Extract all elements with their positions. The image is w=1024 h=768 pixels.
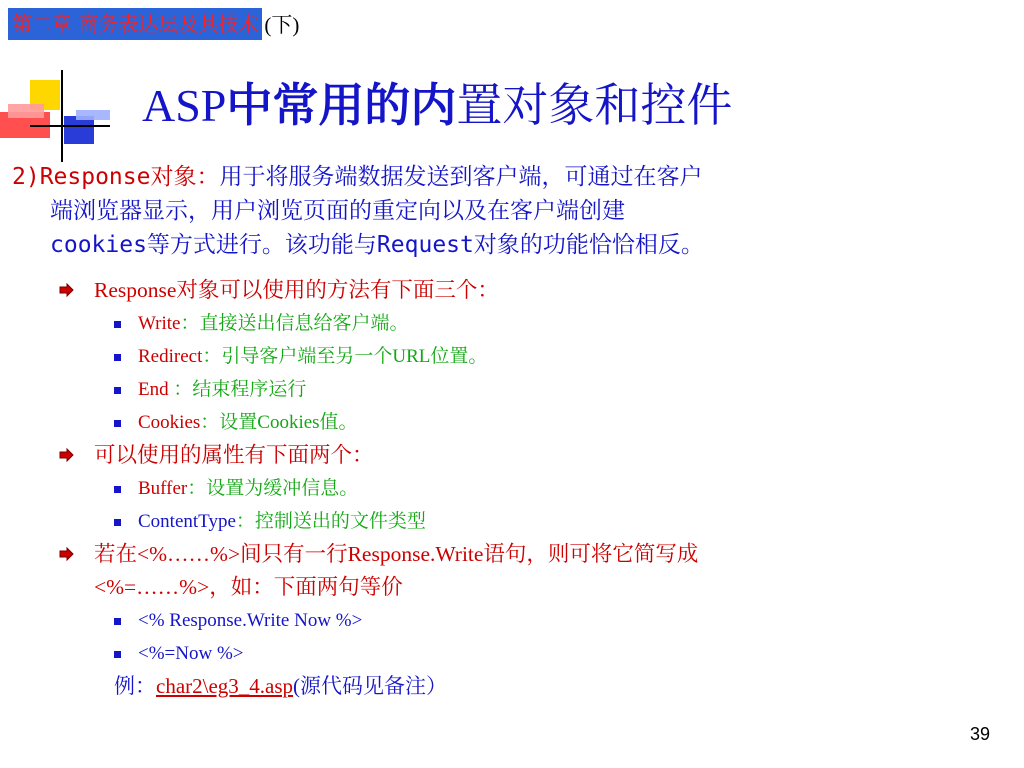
square-bullet-icon — [114, 618, 121, 625]
list-item — [0, 505, 1000, 538]
list-item — [0, 373, 1000, 406]
code-sample: <%=Now %> — [138, 643, 244, 664]
properties-heading: 可以使用的属性有下面两个： — [94, 443, 374, 467]
decorative-logo-icon — [0, 70, 110, 170]
property-name: ContentType — [138, 511, 236, 532]
list-item — [0, 340, 1000, 373]
square-bullet-icon — [114, 519, 121, 526]
shorthand-line-1: 若在<%……%>间只有一行Response.Write语句，则可将它简写成 — [94, 542, 699, 566]
title-prefix: ASP — [142, 80, 227, 131]
list-item — [0, 307, 1000, 340]
method-desc: ：设置Cookies值。 — [200, 412, 358, 433]
list-item — [0, 604, 1000, 637]
methods-heading-item — [0, 274, 1000, 307]
example-line — [0, 670, 1000, 703]
example-label: 例： — [114, 674, 156, 698]
intro-line-1 — [12, 160, 1012, 194]
square-bullet-icon — [114, 486, 121, 493]
example-file-link[interactable]: char2\eg3_4.asp — [156, 674, 294, 698]
list-item — [0, 637, 1000, 670]
method-desc: ：直接送出信息给客户端。 — [180, 313, 409, 334]
intro-lead: 2)Response对象： — [12, 164, 220, 190]
method-desc: ：引导客户端至另一个URL位置。 — [202, 346, 488, 367]
arrow-bullet-icon — [58, 547, 74, 561]
property-desc: ：设置为缓冲信息。 — [187, 478, 359, 499]
method-name: Redirect — [138, 346, 203, 367]
intro-paragraph — [12, 160, 1012, 262]
list-item — [0, 406, 1000, 439]
intro-line-2: 端浏览器显示，用户浏览页面的重定向以及在客户端创建 — [50, 198, 625, 224]
property-name: Buffer — [138, 478, 188, 499]
shorthand-line-2: <%=……%>，如：下面两句等价 — [94, 575, 403, 599]
code-sample: <% Response.Write Now %> — [138, 610, 363, 631]
square-bullet-icon — [114, 354, 121, 361]
methods-heading: Response对象可以使用的方法有下面三个： — [94, 278, 499, 302]
square-bullet-icon — [114, 387, 121, 394]
example-note: (源代码见备注） — [293, 674, 448, 698]
property-desc: ：控制送出的文件类型 — [235, 511, 426, 532]
intro-line-3: cookies等方式进行。该功能与Request对象的功能恰恰相反。 — [50, 232, 704, 258]
chapter-tag — [8, 7, 299, 41]
chapter-label: 第二章 商务表达层及其技术 — [8, 8, 262, 40]
bullet-list — [0, 274, 1000, 703]
square-bullet-icon — [114, 651, 121, 658]
title-rest: 置对象和控件 — [456, 78, 733, 132]
properties-heading-item — [0, 439, 1000, 472]
chapter-suffix: (下) — [264, 13, 300, 37]
method-name: Cookies — [138, 412, 201, 433]
list-item — [0, 472, 1000, 505]
square-bullet-icon — [114, 321, 121, 328]
page-title — [142, 76, 732, 135]
method-name: End — [138, 379, 174, 400]
square-bullet-icon — [114, 420, 121, 427]
method-name: Write — [138, 313, 181, 334]
intro-line-1-rest: 用于将服务端数据发送到客户端，可通过在客户 — [219, 164, 703, 190]
method-desc: ：结束程序运行 — [173, 379, 307, 400]
title-bold-part: 中常用的内 — [226, 78, 457, 132]
arrow-bullet-icon — [58, 283, 74, 297]
shorthand-heading-item — [0, 538, 1000, 604]
page-number: 39 — [969, 724, 990, 744]
arrow-bullet-icon — [58, 448, 74, 462]
